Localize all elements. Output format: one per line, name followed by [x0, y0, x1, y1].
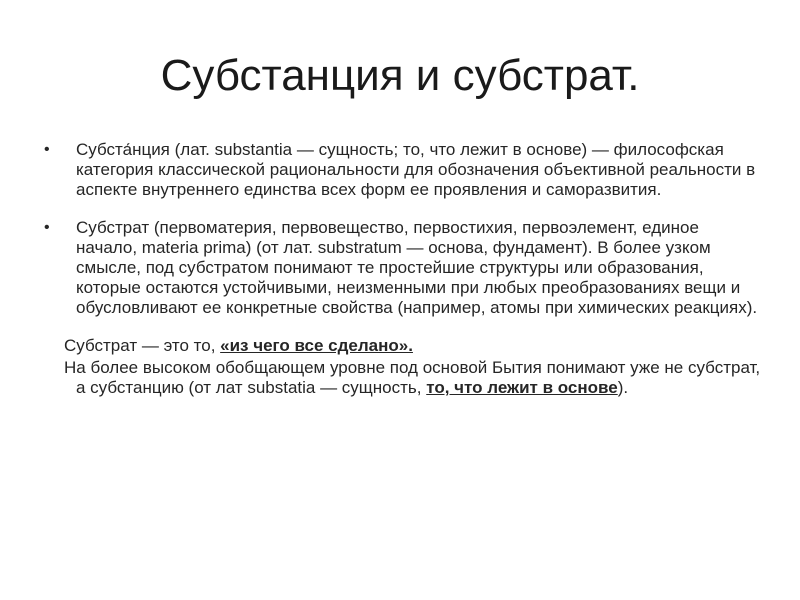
bullet-substance	[44, 140, 764, 200]
line-being-basis	[44, 358, 764, 398]
line2-emphasis: то, что лежит в основе	[426, 378, 618, 397]
line1-emphasis: «из чего все сделано».	[220, 336, 413, 355]
slide-body	[44, 140, 764, 398]
line1-prefix: Субстрат — это то,	[64, 336, 221, 355]
bullet-dot-icon: •	[44, 141, 50, 158]
line2-prefix: На более высоком обобщающем уровне под основой Бытия понимают уже не субстрат, а субстанцию (от лат substatia — сущность,	[64, 358, 761, 397]
paragraph-substance: Субста́нция (лат. substantia — сущность; то, что лежит в основе) — философская категория классической рациональности для обозначения объективной реальности в аспекте внутреннего единства всех форм ее проявления и саморазвития.	[76, 140, 756, 199]
line-substrate-definition	[44, 336, 764, 356]
paragraph-substrate: Субстрат (первоматерия, первовещество, первостихия, первоэлемент, единое начало, materia prima) (от лат. substratum — основа, фундамент). В более узком смысле, под субстратом понимают те простейшие структуры или образования, которые остаются устойчивыми, неизменными при любых преобразованиях вещи и обусловливают ее конкретные свойства (например, атомы при химических реакциях).	[76, 218, 758, 317]
slide-title: Субстанция и субстрат.	[160, 51, 640, 100]
bullet-substrate	[44, 218, 764, 318]
line2-suffix: ).	[617, 378, 629, 397]
bullet-dot-icon: •	[44, 219, 50, 236]
